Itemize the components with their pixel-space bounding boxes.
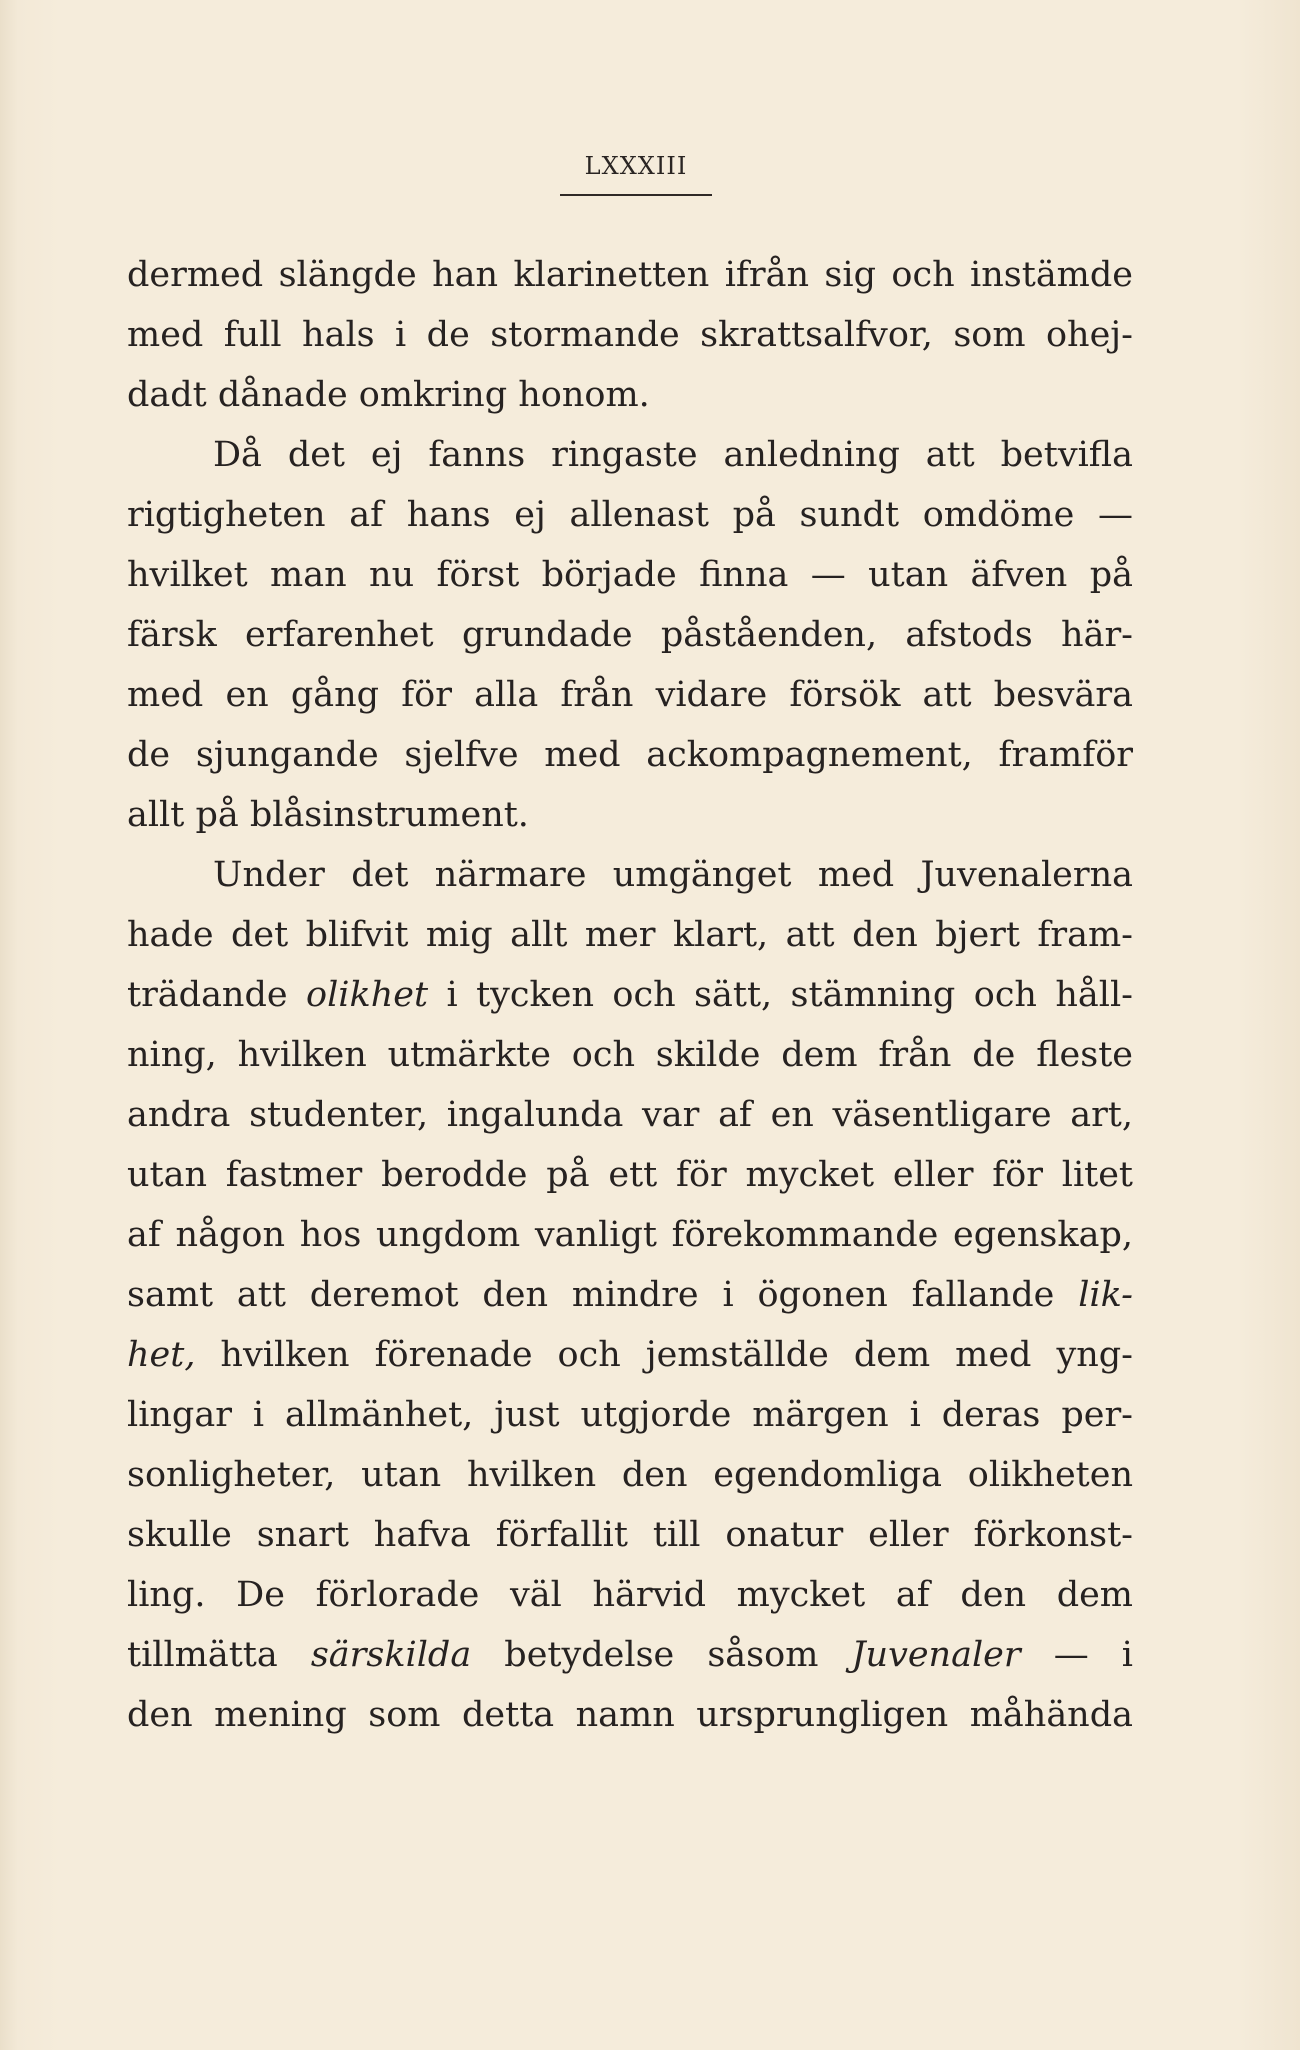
text-line: hade det blifvit mig allt mer klart, att den bjert fram- [127, 915, 1133, 955]
text-line: af någon hos ungdom vanligt förekommande egenskap, [127, 1215, 1133, 1255]
text-line: hvilket man nu först började finna — utan äfven på [127, 555, 1133, 595]
header-rule [560, 194, 712, 196]
text-line: allt på blåsinstrument. [127, 795, 529, 835]
text-line: dermed slängde han klarinetten ifrån sig och instämde [127, 255, 1133, 295]
text-line: utan fastmer berodde på ett för mycket eller för litet [127, 1155, 1133, 1195]
text-line: Under det närmare umgänget med Juvenalerna [213, 855, 1133, 895]
text-span: samt att deremot den mindre i ögonen fallande [127, 1275, 1079, 1315]
text-line: andra studenter, ingalunda var af en väsentligare art, [127, 1095, 1133, 1135]
text-span: tillmätta [127, 1635, 311, 1675]
text-span: — i [1020, 1635, 1133, 1675]
text-line [127, 1625, 1133, 1685]
text-line: dadt dånade omkring honom. [127, 375, 650, 415]
text-span: betydelse såsom [471, 1635, 852, 1675]
text-line: med en gång för alla från vidare försök att besvära [127, 675, 1133, 715]
text-line: med full hals i de stormande skrattsalfvor, som ohej- [127, 315, 1133, 355]
emphasis: het, [127, 1335, 196, 1375]
text-line: rigtigheten af hans ej allenast på sundt omdöme — [127, 495, 1133, 535]
text-line [127, 1325, 1133, 1385]
page-number: LXXXIII [584, 152, 688, 180]
emphasis: särskilda [310, 1635, 472, 1675]
text-line: den mening som detta namn ursprungligen måhända [127, 1695, 1133, 1735]
text-line: Då det ej fanns ringaste anledning att betvifla [213, 435, 1133, 475]
text-span: trädande [127, 975, 307, 1015]
body-text [127, 245, 1133, 1745]
text-span: hvilken förenade och jemställde dem med yng- [195, 1335, 1133, 1375]
text-line: sonligheter, utan hvilken den egendomliga olikheten [127, 1455, 1133, 1495]
text-line [127, 965, 1133, 1025]
text-line: ning, hvilken utmärkte och skilde dem från de fleste [127, 1035, 1133, 1075]
emphasis: olikhet [306, 975, 429, 1015]
text-line: de sjungande sjelfve med ackompagnement, framför [127, 735, 1133, 775]
text-line: färsk erfarenhet grundade påståenden, afstods här- [127, 615, 1133, 655]
text-line: ling. De förlorade väl härvid mycket af den dem [127, 1575, 1133, 1615]
text-line: lingar i allmänhet, just utgjorde märgen i deras per- [127, 1395, 1133, 1435]
text-line [127, 1265, 1133, 1325]
text-span: i tycken och sätt, stämning och håll- [428, 975, 1133, 1015]
emphasis: Juvenaler [851, 1635, 1021, 1675]
text-line: skulle snart hafva förfallit till onatur eller förkonst- [127, 1515, 1133, 1555]
emphasis: lik- [1078, 1275, 1133, 1315]
